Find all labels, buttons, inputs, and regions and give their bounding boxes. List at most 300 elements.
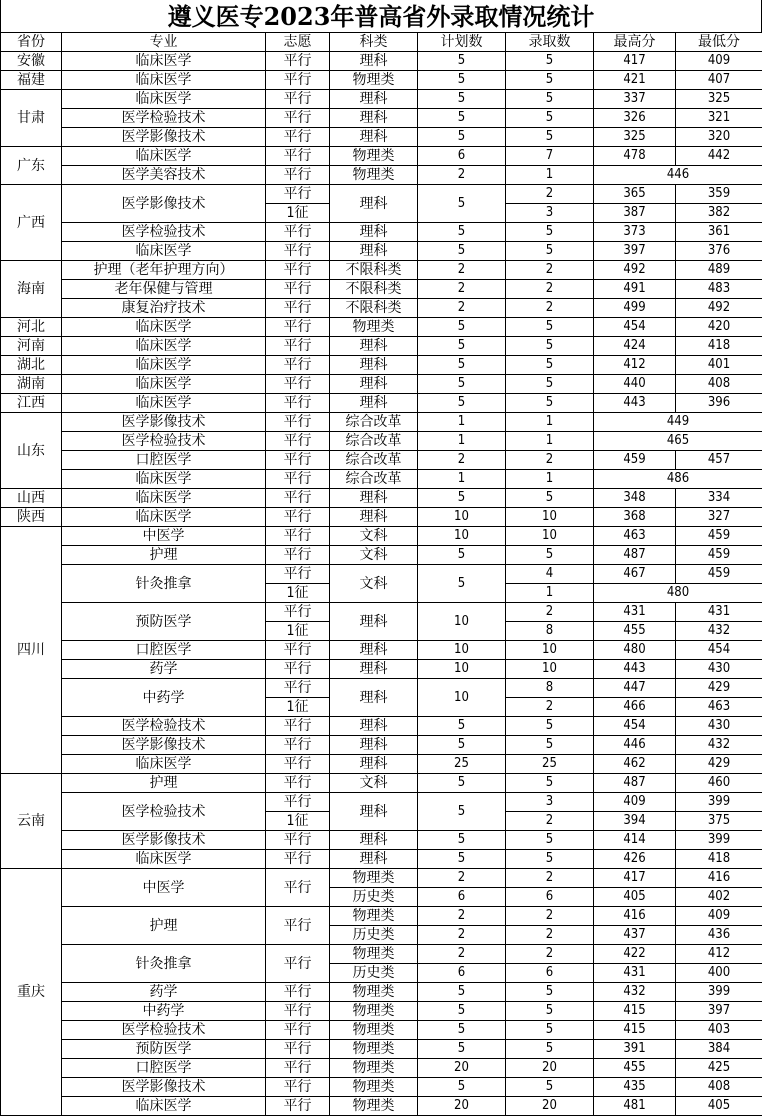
- min-score-cell: 418: [676, 850, 762, 869]
- max-score-cell: 435: [594, 1078, 676, 1097]
- admitted-count-cell: 10: [506, 660, 594, 679]
- volunteer-cell: 平行: [266, 71, 330, 90]
- province-cell: 海南: [1, 261, 62, 318]
- min-score-cell: 408: [676, 1078, 762, 1097]
- admitted-count-cell: 5: [506, 394, 594, 413]
- volunteer-cell: 平行: [266, 299, 330, 318]
- major-cell: 临床医学: [62, 52, 266, 71]
- major-cell: 口腔医学: [62, 641, 266, 660]
- header-province: 省份: [1, 33, 62, 52]
- max-score-cell: 368: [594, 508, 676, 527]
- max-score-cell: 422: [594, 945, 676, 964]
- max-score-cell: 459: [594, 451, 676, 470]
- max-score-cell: 454: [594, 717, 676, 736]
- table-row: [1, 945, 762, 964]
- admitted-count-cell: 5: [506, 128, 594, 147]
- category-cell: 物理类: [330, 1021, 418, 1040]
- table-row: [1, 90, 762, 109]
- category-cell: 不限科类: [330, 261, 418, 280]
- table-row: [1, 356, 762, 375]
- province-cell: 湖南: [1, 375, 62, 394]
- volunteer-cell: 平行: [266, 755, 330, 774]
- table-row: [1, 261, 762, 280]
- major-cell: 医学检验技术: [62, 109, 266, 128]
- volunteer-cell: 1征: [266, 622, 330, 641]
- major-cell: 医学影像技术: [62, 413, 266, 432]
- plan-count-cell: 10: [418, 527, 506, 546]
- admitted-count-cell: 2: [506, 185, 594, 204]
- admitted-count-cell: 2: [506, 926, 594, 945]
- plan-count-cell: 10: [418, 679, 506, 717]
- category-cell: 物理类: [330, 147, 418, 166]
- min-score-cell: 402: [676, 888, 762, 907]
- admitted-count-cell: 5: [506, 356, 594, 375]
- major-cell: 临床医学: [62, 508, 266, 527]
- table-row: [1, 109, 762, 128]
- header-row: [1, 33, 762, 52]
- plan-count-cell: 5: [418, 983, 506, 1002]
- max-score-cell: 447: [594, 679, 676, 698]
- max-score-cell: 325: [594, 128, 676, 147]
- category-cell: 理科: [330, 679, 418, 717]
- min-score-cell: 409: [676, 52, 762, 71]
- min-score-cell: 418: [676, 337, 762, 356]
- plan-count-cell: 5: [418, 565, 506, 603]
- category-cell: 理科: [330, 603, 418, 641]
- plan-count-cell: 5: [418, 223, 506, 242]
- province-cell: 四川: [1, 527, 62, 774]
- major-cell: 医学影像技术: [62, 185, 266, 223]
- table-row: [1, 299, 762, 318]
- admitted-count-cell: 3: [506, 793, 594, 812]
- category-cell: 不限科类: [330, 280, 418, 299]
- admitted-count-cell: 8: [506, 679, 594, 698]
- min-score-cell: 376: [676, 242, 762, 261]
- admitted-count-cell: 4: [506, 565, 594, 584]
- plan-count-cell: 2: [418, 299, 506, 318]
- table-row: [1, 166, 762, 185]
- plan-count-cell: 25: [418, 755, 506, 774]
- volunteer-cell: 平行: [266, 166, 330, 185]
- min-score-cell: 430: [676, 717, 762, 736]
- major-cell: 临床医学: [62, 850, 266, 869]
- volunteer-cell: 平行: [266, 318, 330, 337]
- admitted-count-cell: 2: [506, 907, 594, 926]
- volunteer-cell: 平行: [266, 679, 330, 698]
- major-cell: 药学: [62, 983, 266, 1002]
- plan-count-cell: 5: [418, 394, 506, 413]
- major-cell: 医学检验技术: [62, 432, 266, 451]
- table-row: [1, 717, 762, 736]
- header-max-score: 最高分: [594, 33, 676, 52]
- plan-count-cell: 1: [418, 413, 506, 432]
- province-cell: 陕西: [1, 508, 62, 527]
- min-score-cell: 459: [676, 546, 762, 565]
- plan-count-cell: 5: [418, 90, 506, 109]
- category-cell: 理科: [330, 755, 418, 774]
- major-cell: 中药学: [62, 679, 266, 717]
- category-cell: 综合改革: [330, 451, 418, 470]
- min-score-cell: 359: [676, 185, 762, 204]
- min-score-cell: 375: [676, 812, 762, 831]
- volunteer-cell: 平行: [266, 527, 330, 546]
- volunteer-cell: 平行: [266, 337, 330, 356]
- admitted-count-cell: 25: [506, 755, 594, 774]
- volunteer-cell: 平行: [266, 1002, 330, 1021]
- volunteer-cell: 平行: [266, 907, 330, 945]
- admitted-count-cell: 2: [506, 945, 594, 964]
- admitted-count-cell: 5: [506, 1078, 594, 1097]
- major-cell: 中医学: [62, 527, 266, 546]
- category-cell: 理科: [330, 793, 418, 831]
- table-row: [1, 660, 762, 679]
- table-row: [1, 451, 762, 470]
- table-row: [1, 546, 762, 565]
- min-score-cell: 454: [676, 641, 762, 660]
- admitted-count-cell: 5: [506, 1002, 594, 1021]
- category-cell: 综合改革: [330, 470, 418, 489]
- min-score-cell: 460: [676, 774, 762, 793]
- table-row: [1, 793, 762, 812]
- category-cell: 理科: [330, 185, 418, 223]
- admitted-count-cell: 5: [506, 375, 594, 394]
- table-row: [1, 679, 762, 698]
- admitted-count-cell: 2: [506, 869, 594, 888]
- province-cell: 湖北: [1, 356, 62, 375]
- max-score-cell: 348: [594, 489, 676, 508]
- category-cell: 物理类: [330, 945, 418, 964]
- category-cell: 理科: [330, 736, 418, 755]
- province-cell: 广西: [1, 185, 62, 261]
- volunteer-cell: 1征: [266, 204, 330, 223]
- score-cell: 486: [594, 470, 762, 489]
- admitted-count-cell: 3: [506, 204, 594, 223]
- table-row: [1, 736, 762, 755]
- major-cell: 临床医学: [62, 1097, 266, 1116]
- min-score-cell: 396: [676, 394, 762, 413]
- table-row: [1, 755, 762, 774]
- admitted-count-cell: 6: [506, 888, 594, 907]
- max-score-cell: 432: [594, 983, 676, 1002]
- volunteer-cell: 平行: [266, 945, 330, 983]
- volunteer-cell: 平行: [266, 185, 330, 204]
- admitted-count-cell: 2: [506, 698, 594, 717]
- major-cell: 医学影像技术: [62, 1078, 266, 1097]
- admitted-count-cell: 5: [506, 717, 594, 736]
- max-score-cell: 416: [594, 907, 676, 926]
- min-score-cell: 409: [676, 907, 762, 926]
- min-score-cell: 459: [676, 527, 762, 546]
- table-row: [1, 983, 762, 1002]
- max-score-cell: 487: [594, 774, 676, 793]
- max-score-cell: 455: [594, 622, 676, 641]
- max-score-cell: 437: [594, 926, 676, 945]
- plan-count-cell: 5: [418, 1021, 506, 1040]
- score-cell: 446: [594, 166, 762, 185]
- plan-count-cell: 6: [418, 964, 506, 983]
- admitted-count-cell: 2: [506, 261, 594, 280]
- category-cell: 物理类: [330, 983, 418, 1002]
- min-score-cell: 483: [676, 280, 762, 299]
- max-score-cell: 417: [594, 52, 676, 71]
- volunteer-cell: 平行: [266, 280, 330, 299]
- admitted-count-cell: 5: [506, 1040, 594, 1059]
- plan-count-cell: 2: [418, 926, 506, 945]
- volunteer-cell: 平行: [266, 375, 330, 394]
- category-cell: 历史类: [330, 926, 418, 945]
- min-score-cell: 463: [676, 698, 762, 717]
- category-cell: 理科: [330, 242, 418, 261]
- table-row: [1, 413, 762, 432]
- min-score-cell: 420: [676, 318, 762, 337]
- volunteer-cell: 平行: [266, 489, 330, 508]
- province-cell: 云南: [1, 774, 62, 869]
- category-cell: 理科: [330, 641, 418, 660]
- table-row: [1, 128, 762, 147]
- category-cell: 物理类: [330, 1059, 418, 1078]
- min-score-cell: 384: [676, 1040, 762, 1059]
- province-cell: 福建: [1, 71, 62, 90]
- min-score-cell: 397: [676, 1002, 762, 1021]
- header-min-score: 最低分: [676, 33, 762, 52]
- min-score-cell: 407: [676, 71, 762, 90]
- table-row: [1, 1078, 762, 1097]
- plan-count-cell: 6: [418, 147, 506, 166]
- min-score-cell: 401: [676, 356, 762, 375]
- max-score-cell: 463: [594, 527, 676, 546]
- volunteer-cell: 平行: [266, 1021, 330, 1040]
- table-row: [1, 223, 762, 242]
- min-score-cell: 489: [676, 261, 762, 280]
- admitted-count-cell: 5: [506, 90, 594, 109]
- admission-table: [0, 32, 762, 1116]
- volunteer-cell: 平行: [266, 793, 330, 812]
- major-cell: 临床医学: [62, 375, 266, 394]
- major-cell: 医学影像技术: [62, 831, 266, 850]
- plan-count-cell: 2: [418, 907, 506, 926]
- major-cell: 临床医学: [62, 71, 266, 90]
- major-cell: 中药学: [62, 1002, 266, 1021]
- table-row: [1, 641, 762, 660]
- major-cell: 临床医学: [62, 489, 266, 508]
- major-cell: 临床医学: [62, 394, 266, 413]
- category-cell: 理科: [330, 52, 418, 71]
- table-row: [1, 375, 762, 394]
- plan-count-cell: 6: [418, 888, 506, 907]
- max-score-cell: 487: [594, 546, 676, 565]
- table-row: [1, 432, 762, 451]
- admitted-count-cell: 5: [506, 774, 594, 793]
- min-score-cell: 429: [676, 679, 762, 698]
- admitted-count-cell: 20: [506, 1059, 594, 1078]
- major-cell: 医学检验技术: [62, 793, 266, 831]
- volunteer-cell: 平行: [266, 869, 330, 907]
- admitted-count-cell: 6: [506, 964, 594, 983]
- province-cell: 广东: [1, 147, 62, 185]
- min-score-cell: 442: [676, 147, 762, 166]
- min-score-cell: 432: [676, 736, 762, 755]
- min-score-cell: 403: [676, 1021, 762, 1040]
- volunteer-cell: 平行: [266, 603, 330, 622]
- province-cell: 河南: [1, 337, 62, 356]
- plan-count-cell: 5: [418, 831, 506, 850]
- max-score-cell: 454: [594, 318, 676, 337]
- max-score-cell: 443: [594, 394, 676, 413]
- category-cell: 理科: [330, 90, 418, 109]
- max-score-cell: 481: [594, 1097, 676, 1116]
- min-score-cell: 416: [676, 869, 762, 888]
- admitted-count-cell: 10: [506, 527, 594, 546]
- plan-count-cell: 2: [418, 945, 506, 964]
- major-cell: 医学检验技术: [62, 717, 266, 736]
- major-cell: 口腔医学: [62, 1059, 266, 1078]
- volunteer-cell: 平行: [266, 660, 330, 679]
- province-cell: 山东: [1, 413, 62, 489]
- table-row: [1, 489, 762, 508]
- category-cell: 历史类: [330, 888, 418, 907]
- admitted-count-cell: 1: [506, 413, 594, 432]
- max-score-cell: 491: [594, 280, 676, 299]
- plan-count-cell: 5: [418, 774, 506, 793]
- max-score-cell: 467: [594, 565, 676, 584]
- category-cell: 物理类: [330, 1078, 418, 1097]
- plan-count-cell: 5: [418, 1078, 506, 1097]
- category-cell: 理科: [330, 660, 418, 679]
- category-cell: 理科: [330, 717, 418, 736]
- admitted-count-cell: 5: [506, 831, 594, 850]
- province-cell: 安徽: [1, 52, 62, 71]
- max-score-cell: 424: [594, 337, 676, 356]
- category-cell: 理科: [330, 109, 418, 128]
- category-cell: 理科: [330, 831, 418, 850]
- major-cell: 临床医学: [62, 242, 266, 261]
- max-score-cell: 478: [594, 147, 676, 166]
- max-score-cell: 414: [594, 831, 676, 850]
- plan-count-cell: 5: [418, 242, 506, 261]
- max-score-cell: 421: [594, 71, 676, 90]
- plan-count-cell: 5: [418, 128, 506, 147]
- admitted-count-cell: 2: [506, 299, 594, 318]
- min-score-cell: 412: [676, 945, 762, 964]
- category-cell: 物理类: [330, 907, 418, 926]
- table-row: [1, 337, 762, 356]
- major-cell: 医学影像技术: [62, 128, 266, 147]
- max-score-cell: 373: [594, 223, 676, 242]
- major-cell: 临床医学: [62, 318, 266, 337]
- plan-count-cell: 10: [418, 508, 506, 527]
- max-score-cell: 365: [594, 185, 676, 204]
- volunteer-cell: 平行: [266, 394, 330, 413]
- max-score-cell: 387: [594, 204, 676, 223]
- major-cell: 医学美容技术: [62, 166, 266, 185]
- category-cell: 理科: [330, 356, 418, 375]
- major-cell: 护理: [62, 774, 266, 793]
- province-cell: 重庆: [1, 869, 62, 1116]
- volunteer-cell: 平行: [266, 356, 330, 375]
- min-score-cell: 327: [676, 508, 762, 527]
- category-cell: 文科: [330, 565, 418, 603]
- min-score-cell: 425: [676, 1059, 762, 1078]
- header-plan: 计划数: [418, 33, 506, 52]
- category-cell: 理科: [330, 128, 418, 147]
- table-row: [1, 527, 762, 546]
- major-cell: 临床医学: [62, 90, 266, 109]
- admitted-count-cell: 5: [506, 318, 594, 337]
- min-score-cell: 399: [676, 983, 762, 1002]
- header-volunteer: 志愿: [266, 33, 330, 52]
- plan-count-cell: 2: [418, 280, 506, 299]
- category-cell: 物理类: [330, 1040, 418, 1059]
- header-major: 专业: [62, 33, 266, 52]
- max-score-cell: 412: [594, 356, 676, 375]
- min-score-cell: 325: [676, 90, 762, 109]
- category-cell: 理科: [330, 508, 418, 527]
- max-score-cell: 397: [594, 242, 676, 261]
- admitted-count-cell: 5: [506, 1021, 594, 1040]
- plan-count-cell: 5: [418, 489, 506, 508]
- table-row: [1, 1002, 762, 1021]
- volunteer-cell: 平行: [266, 1078, 330, 1097]
- plan-count-cell: 10: [418, 603, 506, 641]
- volunteer-cell: 平行: [266, 641, 330, 660]
- plan-count-cell: 5: [418, 793, 506, 831]
- table-row: [1, 318, 762, 337]
- volunteer-cell: 平行: [266, 451, 330, 470]
- min-score-cell: 399: [676, 793, 762, 812]
- header-admitted: 录取数: [506, 33, 594, 52]
- min-score-cell: 457: [676, 451, 762, 470]
- min-score-cell: 429: [676, 755, 762, 774]
- max-score-cell: 394: [594, 812, 676, 831]
- table-row: [1, 603, 762, 622]
- table-row: [1, 907, 762, 926]
- admitted-count-cell: 5: [506, 71, 594, 90]
- major-cell: 临床医学: [62, 337, 266, 356]
- max-score-cell: 466: [594, 698, 676, 717]
- plan-count-cell: 5: [418, 356, 506, 375]
- volunteer-cell: 平行: [266, 128, 330, 147]
- max-score-cell: 337: [594, 90, 676, 109]
- max-score-cell: 480: [594, 641, 676, 660]
- major-cell: 护理（老年护理方向）: [62, 261, 266, 280]
- max-score-cell: 455: [594, 1059, 676, 1078]
- volunteer-cell: 平行: [266, 546, 330, 565]
- major-cell: 临床医学: [62, 755, 266, 774]
- min-score-cell: 492: [676, 299, 762, 318]
- plan-count-cell: 10: [418, 641, 506, 660]
- min-score-cell: 459: [676, 565, 762, 584]
- category-cell: 理科: [330, 394, 418, 413]
- table-row: [1, 565, 762, 584]
- category-cell: 物理类: [330, 869, 418, 888]
- category-cell: 历史类: [330, 964, 418, 983]
- table-row: [1, 1040, 762, 1059]
- plan-count-cell: 1: [418, 432, 506, 451]
- admitted-count-cell: 5: [506, 850, 594, 869]
- plan-count-cell: 20: [418, 1097, 506, 1116]
- category-cell: 物理类: [330, 1002, 418, 1021]
- header-category: 科类: [330, 33, 418, 52]
- major-cell: 预防医学: [62, 603, 266, 641]
- table-row: [1, 1021, 762, 1040]
- max-score-cell: 499: [594, 299, 676, 318]
- volunteer-cell: 平行: [266, 565, 330, 584]
- min-score-cell: 399: [676, 831, 762, 850]
- table-row: [1, 52, 762, 71]
- category-cell: 文科: [330, 774, 418, 793]
- major-cell: 口腔医学: [62, 451, 266, 470]
- admitted-count-cell: 20: [506, 1097, 594, 1116]
